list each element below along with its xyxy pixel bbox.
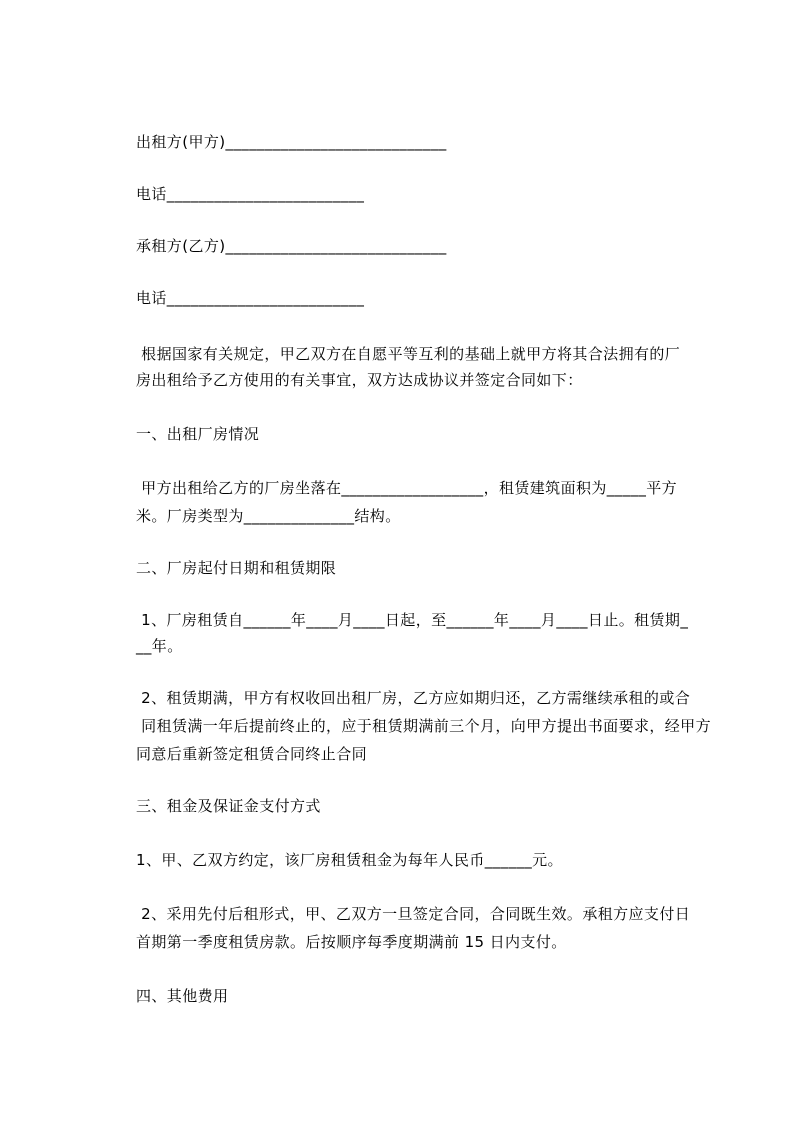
section-3-item-2-line-1: 2、采用先付后租形式，甲、乙双方一旦签定合同，合同既生效。承租方应支付日	[136, 905, 691, 923]
section-2-heading: 二、厂房起付日期和租赁期限	[136, 559, 337, 577]
section-1-paragraph-line-2: 米。厂房类型为______________结构。	[136, 507, 401, 525]
lessor-line: 出租方(甲方)____________________________	[136, 133, 447, 151]
intro-paragraph-line-1: 根据国家有关规定，甲乙双方在自愿平等互利的基础上就甲方将其合法拥有的厂	[136, 345, 681, 363]
section-3-item-2-line-2: 首期第一季度租赁房款。后按顺序每季度期满前 15 日内支付。	[136, 933, 567, 951]
section-1-heading: 一、出租厂房情况	[136, 425, 260, 443]
section-1-paragraph-line-1: 甲方出租给乙方的厂房坐落在__________________，租赁建筑面积为_____平方	[136, 479, 678, 497]
section-2-item-1-line-1: 1、厂房租赁自______年____月____日起，至______年____月____日止。租赁期_	[136, 611, 689, 629]
section-2-item-2-line-3: 同意后重新签定租赁合同终止合同	[136, 745, 368, 763]
intro-paragraph-line-2: 房出租给予乙方使用的有关事宜，双方达成协议并签定合同如下：	[136, 371, 583, 389]
section-4-heading: 四、其他费用	[136, 987, 229, 1005]
section-3-heading: 三、租金及保证金支付方式	[136, 797, 321, 815]
lessee-line: 承租方(乙方)____________________________	[136, 237, 447, 255]
section-2-item-1-line-2: __年。	[136, 637, 183, 655]
section-2-item-2-line-2: 同租赁满一年后提前终止的，应于租赁期满前三个月，向甲方提出书面要求，经甲方	[136, 717, 711, 735]
section-3-item-1: 1、甲、乙双方约定，该厂房租赁租金为每年人民币______元。	[136, 851, 563, 869]
lessor-phone-line: 电话_________________________	[136, 185, 365, 203]
section-2-item-2-line-1: 2、租赁期满，甲方有权收回出租厂房，乙方应如期归还，乙方需继续承租的或合	[136, 689, 691, 707]
lessee-phone-line: 电话_________________________	[136, 289, 365, 307]
